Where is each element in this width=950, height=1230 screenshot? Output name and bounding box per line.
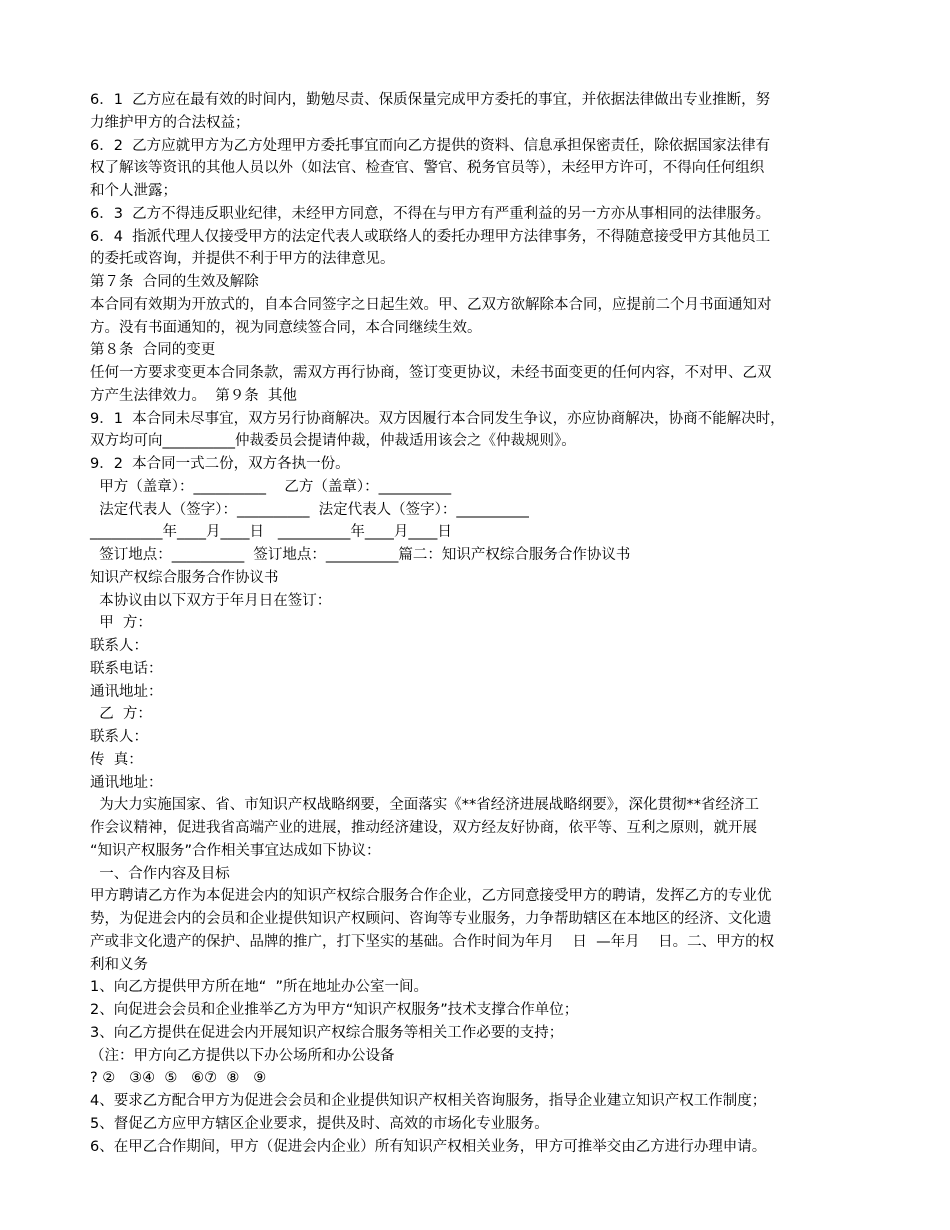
text-line: 双方均可向__________仲裁委员会提请仲裁，仲裁适用该会之《仲裁规则》。 bbox=[90, 433, 576, 450]
text-line: 方产生法律效力。 第９条 其他 bbox=[90, 387, 297, 404]
text-line: 本协议由以下双方于年月日在签订： bbox=[90, 592, 332, 609]
text-line: 9．1 本合同未尽事宜，双方另行协商解决。双方因履行本合同发生争议，亦应协商解决，协商不能解决时， bbox=[90, 410, 785, 427]
text-line: 利和义务 bbox=[90, 956, 148, 973]
text-line: 本合同有效期为开放式的，自本合同签字之日起生效。甲、乙双方欲解除本合同，应提前二个月书面通知对 bbox=[90, 296, 772, 313]
text-line: 6．3 乙方不得违反职业纪律，未经甲方同意，不得在与甲方有严重利益的另一方亦从事相同的法律服务。 bbox=[90, 205, 771, 222]
text-line: 任何一方要求变更本合同条款，需双方再行协商，签订变更协议，未经书面变更的任何内容，不对甲、乙双 bbox=[90, 365, 772, 381]
text-line: 1、向乙方提供甲方所在地“ ”所在地址办公室一间。 bbox=[90, 979, 428, 996]
text-line: 甲方聘请乙方作为本促进会内的知识产权综合服务合作企业，乙方同意接受甲方的聘请，发挥乙方的专业优 bbox=[90, 888, 772, 905]
text-line: 产或非文化遗产的保护、品牌的推广，打下坚实的基础。合作时间为年月 日 —年月 日。二、甲方的权 bbox=[90, 933, 775, 950]
text-line: 传 真： bbox=[90, 751, 143, 768]
text-line: “知识产权服务”合作相关事宜达成如下协议： bbox=[90, 842, 381, 859]
text-line: 5、督促乙方应甲方辖区企业要求，提供及时、高效的市场化专业服务。 bbox=[90, 1115, 549, 1132]
text-line: 2、向促进会会员和企业推举乙方为甲方“知识产权服务”技术支撑合作单位； bbox=[90, 1002, 579, 1018]
text-line: 甲 方： bbox=[90, 615, 152, 632]
text-line: 联系电话： bbox=[90, 660, 163, 677]
text-line: 3、向乙方提供在促进会内开展知识产权综合服务等相关工作必要的支持； bbox=[90, 1024, 564, 1041]
text-line: 乙 方： bbox=[90, 706, 152, 723]
text-line: 通讯地址： bbox=[90, 683, 163, 700]
text-line: 和个人泄露； bbox=[90, 183, 177, 199]
text-line: 势，为促进会内的会员和企业提供知识产权顾问、咨询等专业服务，力争帮助辖区在本地区的经济、文化遗 bbox=[90, 911, 772, 927]
document-body bbox=[90, 89, 870, 1158]
text-line: 方。没有书面通知的，视为同意续签合同，本合同继续生效。 bbox=[90, 319, 482, 336]
text-line: 4、要求乙方配合甲方为促进会会员和企业提供知识产权相关咨询服务，指导企业建立知识产权工作制度； bbox=[90, 1093, 767, 1109]
text-line: 第８条 合同的变更 bbox=[90, 342, 216, 359]
text-line: 法定代表人（签字）：__________ 法定代表人（签字）：__________ bbox=[90, 501, 529, 518]
text-line: 作会议精神，促进我省高端产业的进展，推动经济建设，双方经友好协商，依平等、互利之原则，就开展 bbox=[90, 820, 757, 836]
text-line: 第７条 合同的生效及解除 bbox=[90, 274, 259, 290]
text-line: （注：甲方向乙方提供以下办公场所和办公设备 bbox=[90, 1047, 395, 1064]
text-line: 为大力实施国家、省、市知识产权战略纲要，全面落实《**省经济进展战略纲要》，深化贯彻**省经济工 bbox=[90, 797, 759, 814]
text-line: 6．4 指派代理人仅接受甲方的法定代表人或联络人的委托办理甲方法律事务，不得随意接受甲方其他员工 bbox=[90, 228, 771, 245]
text-line: 6、在甲乙合作期间，甲方（促进会内企业）所有知识产权相关业务，甲方可推举交由乙方进行办理申请。 bbox=[90, 1138, 767, 1155]
text-line: 联系人： bbox=[90, 729, 148, 745]
text-line: 力维护甲方的合法权益； bbox=[90, 114, 250, 131]
text-line: 权了解该等资讯的其他人员以外（如法官、检查官、警官、税务官员等），未经甲方许可，不得向任何组织 bbox=[90, 160, 765, 177]
text-line: 甲方（盖章）：__________ 乙方（盖章）：__________ bbox=[90, 478, 452, 495]
text-line: 知识产权综合服务合作协议书 bbox=[90, 569, 279, 586]
text-line: 的委托或咨询，并提供不利于甲方的法律意见。 bbox=[90, 251, 395, 268]
text-line: 一、合作内容及目标 bbox=[90, 865, 230, 882]
text-line: 签订地点：__________ 签订地点：__________篇二：知识产权综合服务合作协议书 bbox=[90, 547, 631, 563]
text-line: __________年____月____日 __________年____月____日 bbox=[90, 524, 452, 541]
text-line: ? ② ③④ ⑤ ⑥⑦ ⑧ ⑨ bbox=[90, 1070, 267, 1087]
text-line: 联系人： bbox=[90, 638, 148, 654]
text-line: 6．2 乙方应就甲方为乙方处理甲方委托事宜而向乙方提供的资料、信息承担保密责任，除依据国家法律有 bbox=[90, 137, 771, 154]
text-line: 通讯地址： bbox=[90, 774, 163, 791]
text-line: 6．1 乙方应在最有效的时间内，勤勉尽责、保质保量完成甲方委托的事宜，并依据法律做出专业推断，努 bbox=[90, 92, 771, 108]
text-line: 9．2 本合同一式二份，双方各执一份。 bbox=[90, 456, 350, 472]
